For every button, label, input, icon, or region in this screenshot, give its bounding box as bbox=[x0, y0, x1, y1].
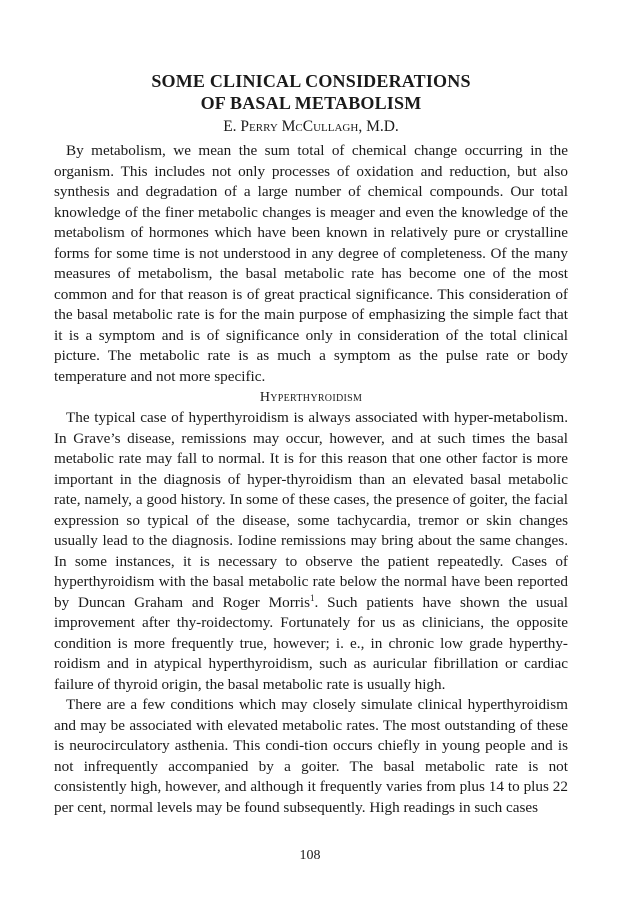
article-title-line-1: SOME CLINICAL CONSIDERATIONS bbox=[151, 71, 471, 91]
paragraph-hyperthyroidism bbox=[54, 408, 568, 695]
page-number: 108 bbox=[299, 848, 321, 863]
paragraph-2-text-part-1: The typical case of hyperthyroidism is always associated with hyper-metabolism. In Grave’s disease, remissions may occur, however, and at such times the basal metabolic rate may fall to normal. It is for this reason that one other factor is more important in the diagnosis of hyper-thyroidism than an elevated basal metabolic rate, namely, a good history. In some of these cases, the presence of goiter, the facial expression so typical of the disease, some tachycardia, tremor or skin changes usually lead to the diagnosis. Iodine remissions may bring about the same changes. In some instances, it is necessary to observe the patient repeatedly. Cases of hyperthyroidism with the basal metabolic rate below the normal have been reported by Duncan Graham and Roger Morris bbox=[54, 409, 568, 611]
section-heading-hyperthyroidism: Hyperthyroidism bbox=[259, 390, 363, 405]
paragraph-neurocirculatory-asthenia: There are a few conditions which may closely simulate clinical hyperthyroidism and may be associated with elevated metabolic rates. The most outstanding of these is neurocirculatory asthenia. This condi-tion occurs chiefly in young people and is not infrequently accompanied by a goiter. The basal metabolic rate is not consistently high, however, and although it frequently varies from plus 14 to plus 22 per cent, normal levels may be found subsequently. High readings in such cases bbox=[54, 696, 568, 816]
article-page bbox=[54, 70, 568, 818]
footnote-reference-1: 1 bbox=[310, 592, 315, 603]
article-title-line-2: OF BASAL METABOLISM bbox=[200, 93, 422, 113]
article-author: E. Perry McCullagh, M.D. bbox=[223, 118, 399, 135]
intro-paragraph: By metabolism, we mean the sum total of chemical change occurring in the organism. This includes not only processes of oxidation and reduction, but also synthesis and degradation of a large number of chemical compounds. Our total knowledge of the finer metabolic changes is meager and even the knowledge of the metabolism of hormones which have been known in relatively pure or crystalline forms for some time is not understood in any degree of completeness. Of the many measures of metabolism, the basal metabolic rate has become one of the most common and for that reason is of great practical significance. This consideration of the basal metabolic rate is for the main purpose of emphasizing the simple fact that it is a symptom and is of significance only in consideration of the total clinical picture. The metabolic rate is as much a symptom as the pulse rate or body temperature and not more specific. bbox=[54, 142, 568, 385]
paragraph-2-text-part-2: . Such patients have shown the usual improvement after thy-roidectomy. Fortunately for us as clinicians, the opposite condition is more frequently true, however; i. e., in chronic low grade hyperthy-roidism and in atypical hyperthyroidism, such as auricular fibrillation or cardiac failure of thyroid origin, the basal metabolic rate is usually high. bbox=[54, 593, 568, 693]
